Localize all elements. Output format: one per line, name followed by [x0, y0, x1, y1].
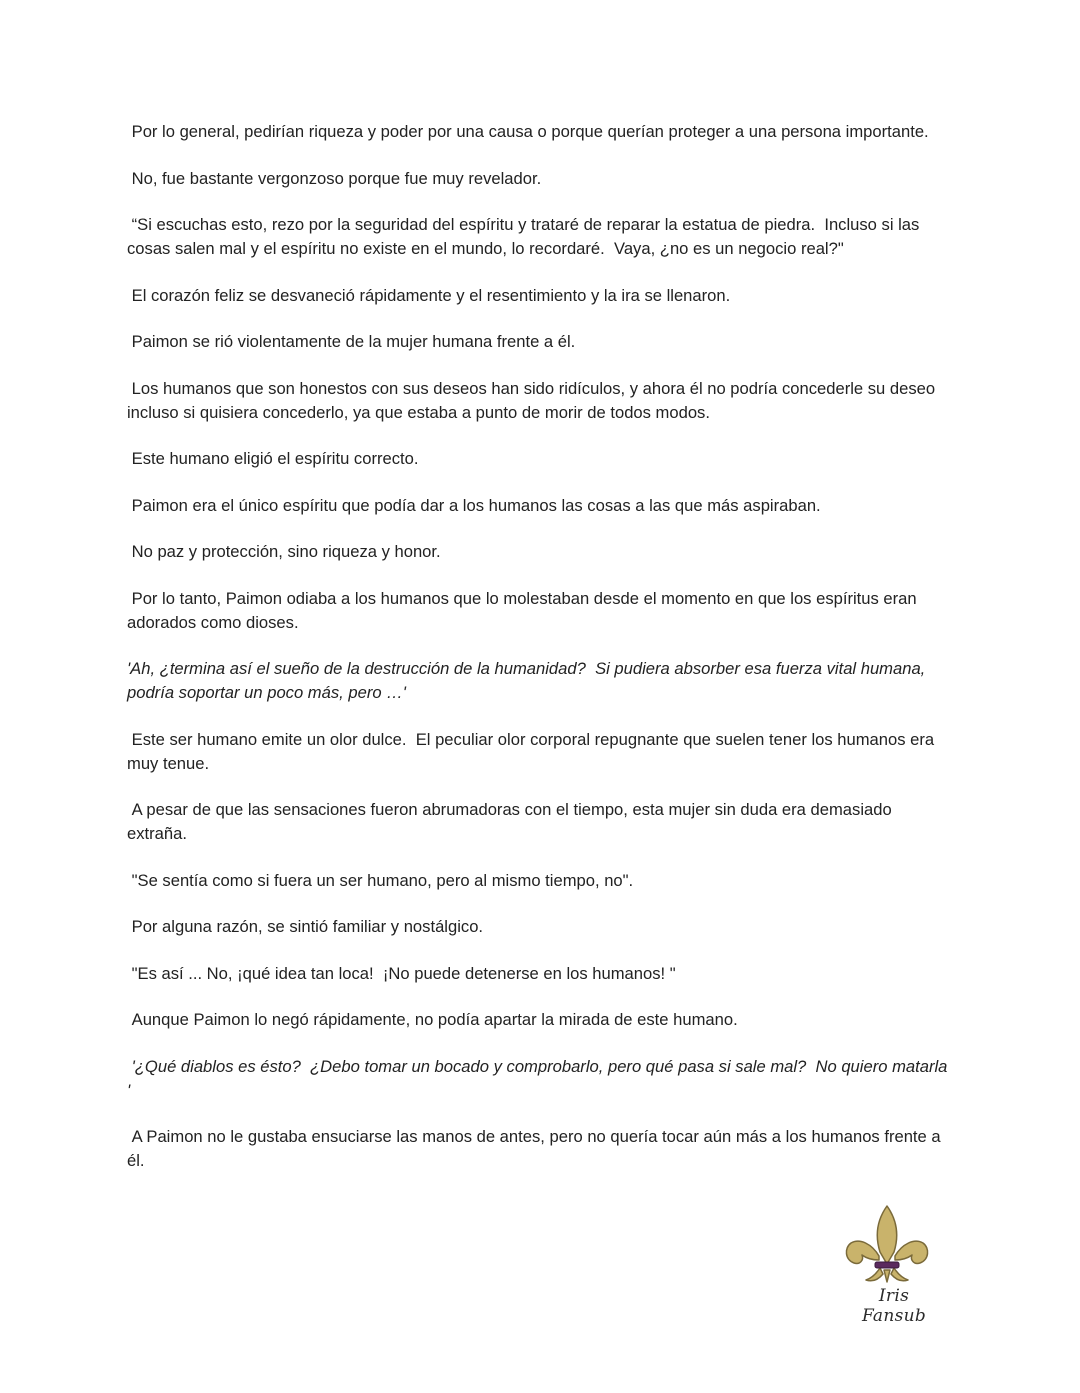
paragraph: "Es así ... No, ¡qué idea tan loca! ¡No puede detenerse en los humanos! "	[127, 963, 676, 983]
paragraph: Los humanos que son honestos con sus deseos han sido ridículos, y ahora él no podría concederle su deseo incluso si quisiera concederlo, ya que estaba a punto de morir de todos modos.	[127, 378, 940, 422]
paragraph-thought: 'Ah, ¿termina así el sueño de la destrucción de la humanidad? Si pudiera absorber esa fuerza vital humana, podría soportar un poco más, pero …'	[127, 659, 930, 702]
paragraph-thought: '¿Qué diablos es ésto? ¿Debo tomar un bocado y comprobarlo, pero qué pasa si sale mal? No quiero matarla '	[127, 1056, 953, 1100]
paragraph: Por lo general, pedirían riqueza y poder por una causa o porque querían proteger a una persona importante.	[127, 122, 929, 141]
paragraph: Paimon se rió violentamente de la mujer humana frente a él.	[127, 332, 576, 351]
watermark-logo	[842, 1200, 942, 1326]
paragraph: A Paimon no le gustaba ensuciarse las manos de antes, pero no quería tocar aún más a los humanos frente a él.	[127, 1127, 946, 1170]
paragraph: Este ser humano emite un olor dulce. El peculiar olor corporal repugnante que suelen tener los humanos era muy tenue.	[127, 729, 939, 773]
paragraph: Paimon era el único espíritu que podía dar a los humanos las cosas a las que más aspiraban.	[127, 495, 821, 515]
paragraph: Este humano eligió el espíritu correcto.	[127, 449, 419, 468]
paragraph: Aunque Paimon lo negó rápidamente, no podía apartar la mirada de este humano.	[127, 1010, 738, 1029]
fleur-de-lis-icon	[842, 1200, 942, 1290]
paragraph: No, fue bastante vergonzoso porque fue muy revelador.	[127, 168, 542, 188]
document-body	[127, 120, 952, 1196]
paragraph: Por alguna razón, se sintió familiar y nostálgico.	[127, 917, 484, 936]
paragraph: Por lo tanto, Paimon odiaba a los humanos que lo molestaban desde el momento en que los espíritus eran adorados como dioses.	[127, 588, 922, 632]
logo-text: Iris Fansub	[861, 1286, 927, 1326]
paragraph: El corazón feliz se desvaneció rápidamente y el resentimiento y la ira se llenaron.	[127, 285, 731, 305]
paragraph: "Se sentía como si fuera un ser humano, pero al mismo tiempo, no".	[127, 870, 634, 890]
paragraph: A pesar de que las sensaciones fueron abrumadoras con el tiempo, esta mujer sin duda era demasiado extraña.	[127, 800, 897, 843]
paragraph: No paz y protección, sino riqueza y honor.	[127, 542, 441, 561]
paragraph: “Si escuchas esto, rezo por la seguridad del espíritu y trataré de reparar la estatua de piedra. Incluso si las cosas salen mal y el espíritu no existe en el mundo, lo recordaré. Vaya, ¿no es un negocio real?"	[127, 215, 924, 258]
